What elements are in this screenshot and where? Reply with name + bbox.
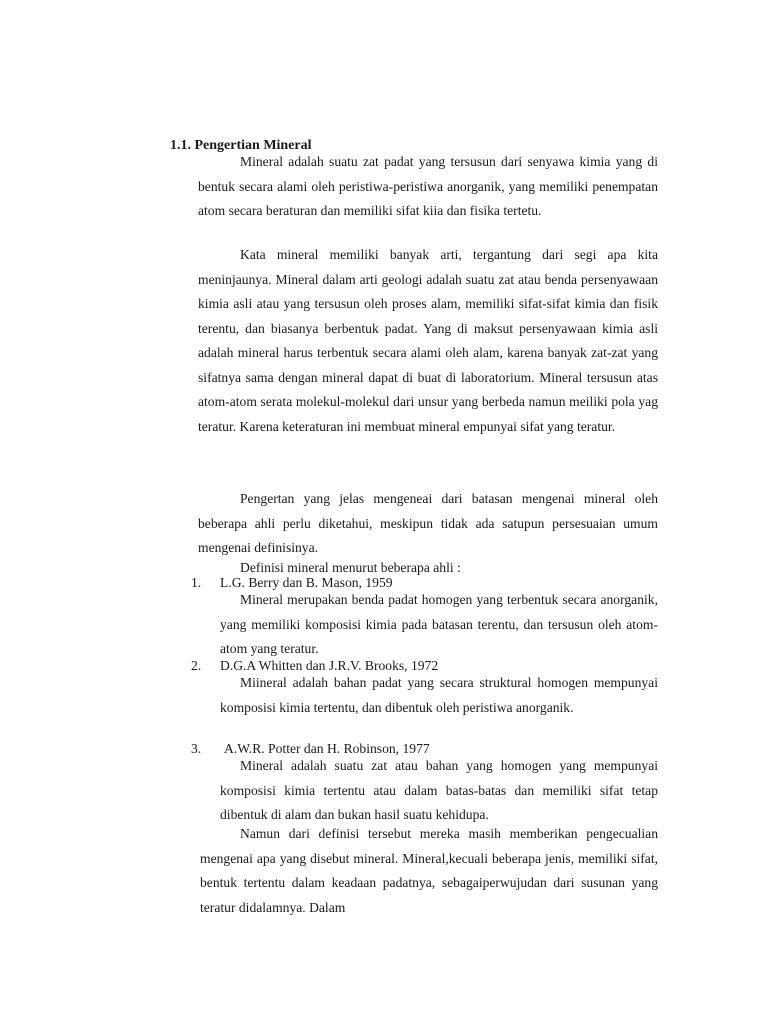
list-item-text: Mineral adalah suatu zat atau bahan yang homogen yang mempunyai komposisi kimia tertentu atau dalam batas-batas dan memiliki sifat tetap dibentuk di alam dan bukan hasil suatu kehidupa. [220, 758, 658, 822]
list-item-author: L.G. Berry dan B. Mason, 1959 [220, 575, 393, 590]
list-item-text: Mineral merupakan benda padat homogen yang terbentuk secara anorganik, yang memiliki komposisi kimia pada batasan terentu, dan tersusun oleh atom-atom yang teratur. [220, 592, 658, 656]
list-item-number: 3. [191, 741, 202, 756]
paragraph-closing: Namun dari definisi tersebut mereka masih memberikan pengecualian mengenai apa yang disebut mineral. Mineral,kecuali beberapa jenis, memiliki sifat, bentuk tertentu dalam keadaan padatnya, sebagaiperwujudan dari susunan yang teratur didalamnya. Dalam [200, 826, 658, 915]
section-heading: 1.1. Pengertian Mineral [170, 138, 312, 153]
paragraph-meaning: Kata mineral memiliki banyak arti, tergantung dari segi apa kita meninjaunya. Mineral dalam arti geologi adalah suatu zat atau benda persenyawaan kimia asli atau yang tersusun oleh proses alam, memiliki sifat-sifat kimia dan fisik terentu, dan biasanya berbentuk padat. Yang di maksut persenyawaan kimia asli adalah mineral harus terbentuk secara alami oleh alam, karena banyak zat-zat yang sifatnya sama dengan mineral dapat di buat di laboratorium. Mineral tersusun atas atom-atom serata molekul-molekul dari unsur yang berbeda namun meiliki pola yag teratur. Karena keteraturan ini membuat mineral empunyai sifat yang teratur. [198, 247, 658, 434]
paragraph-definition: Mineral adalah suatu zat padat yang tersusun dari senyawa kimia yang di bentuk secara alami oleh peristiwa-peristiwa anorganik, yang memiliki penempatan atom secara beraturan dan memiliki sifat kiia dan fisika tertetu. [198, 154, 658, 218]
list-item-number: 1. [191, 575, 202, 590]
list-item-number: 2. [191, 658, 202, 673]
definitions-intro: Definisi mineral menurut beberapa ahli : [240, 560, 461, 575]
paragraph-experts: Pengertan yang jelas mengeneai dari batasan mengenai mineral oleh beberapa ahli perlu diketahui, meskipun tidak ada satupun persesuaian umum mengenai definisinya. [198, 491, 658, 555]
list-item-text: Miineral adalah bahan padat yang secara struktural homogen mempunyai komposisi kimia tertentu, dan dibentuk oleh peristiwa anorganik. [220, 675, 658, 715]
list-item-author: D.G.A Whitten dan J.R.V. Brooks, 1972 [220, 658, 439, 673]
list-item-author: A.W.R. Potter dan H. Robinson, 1977 [224, 741, 430, 756]
